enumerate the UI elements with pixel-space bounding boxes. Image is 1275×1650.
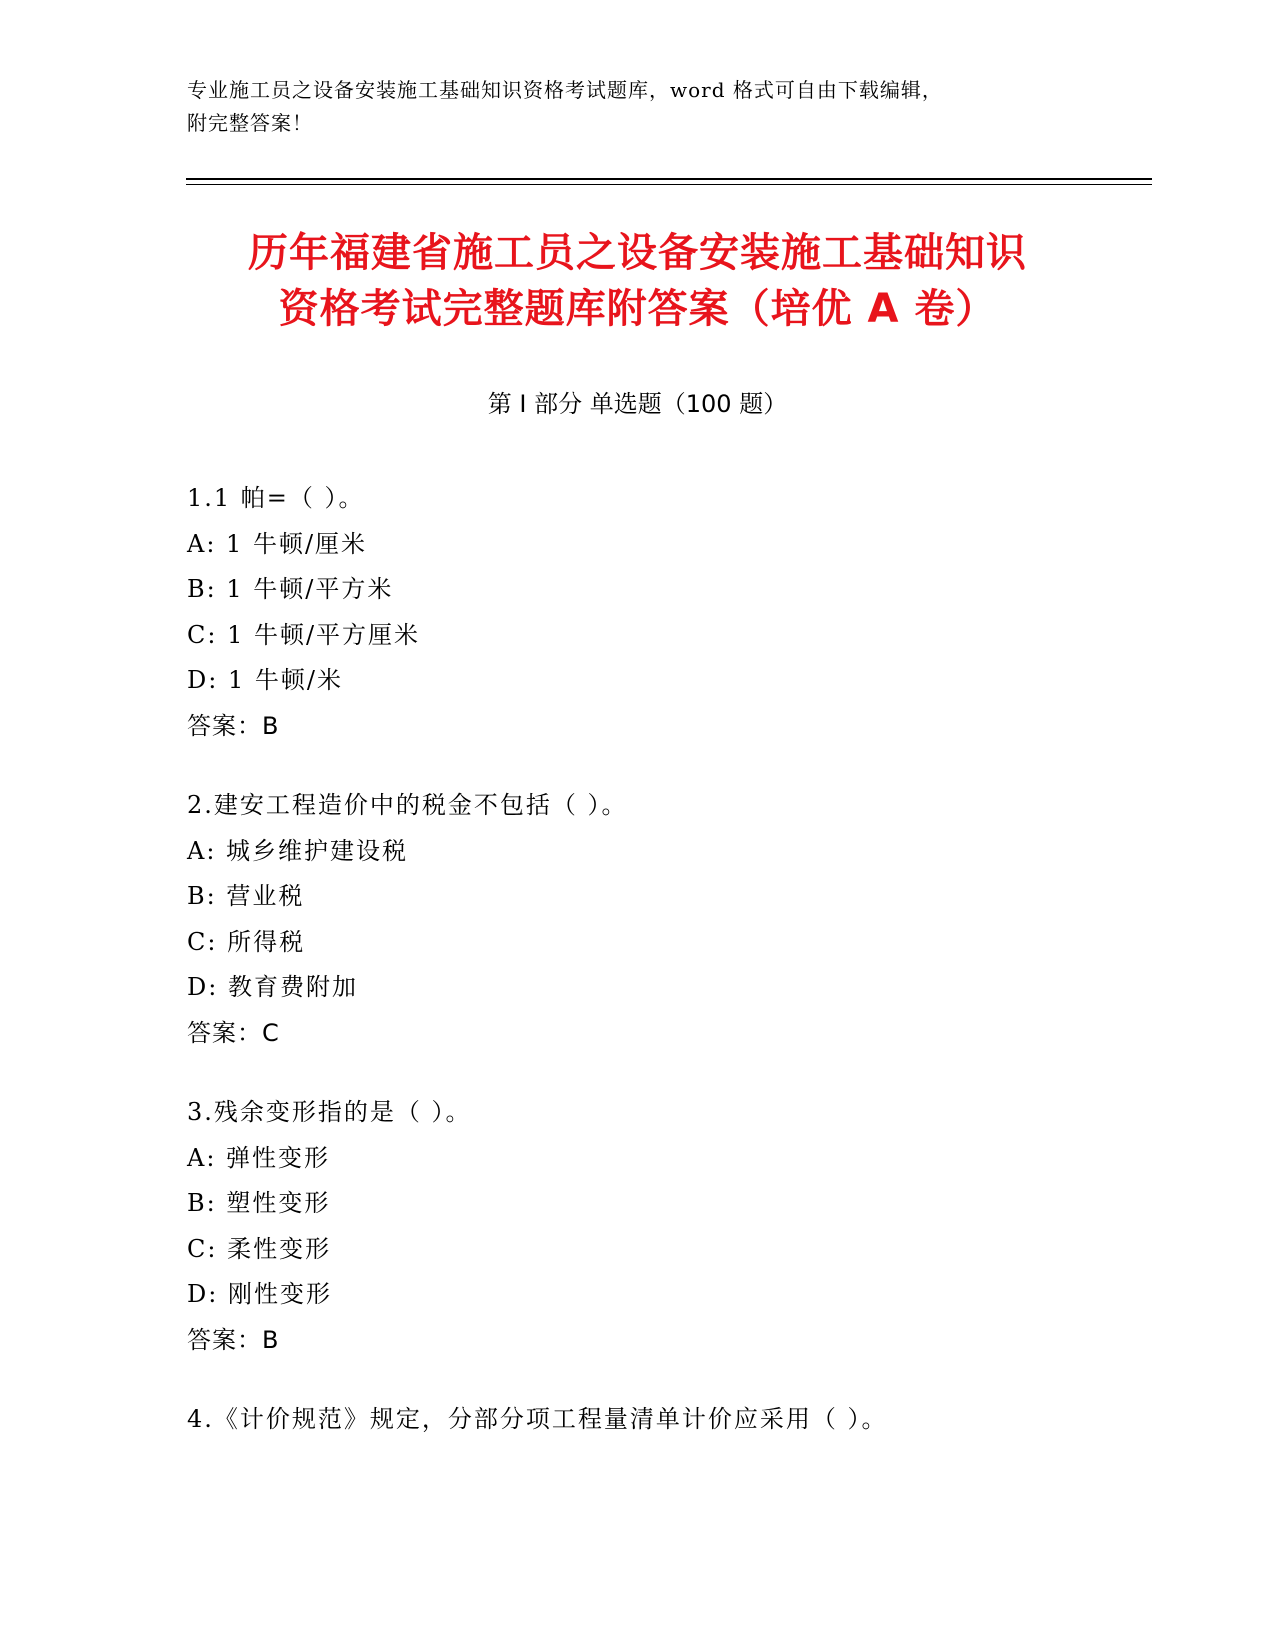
header-note-line-2: 附完整答案！: [187, 111, 313, 135]
document-title-line-1: 历年福建省施工员之设备安装施工基础知识: [248, 230, 1027, 276]
option-d: D: 1 牛顿/米: [187, 666, 343, 694]
option-a: A: 1 牛顿/厘米: [187, 529, 368, 558]
answer-key: 答案：B: [187, 711, 280, 740]
header-divider-thick: [186, 178, 1152, 180]
question-stem: 4.《计价规范》规定，分部分项工程量清单计价应采用（ ）。: [187, 1405, 888, 1433]
header-note-line-1: 专业施工员之设备安装施工基础知识资格考试题库，word 格式可自由下载编辑，: [187, 78, 943, 102]
option-b: B: 1 牛顿/平方米: [187, 575, 394, 603]
option-d: D: 刚性变形: [187, 1280, 332, 1308]
document-title-line-2: 资格考试完整题库附答案（培优 A 卷）: [278, 286, 997, 332]
question-list: [187, 476, 1117, 1477]
document-title: [160, 225, 1115, 337]
header-divider-thin: [186, 184, 1152, 185]
option-d: D: 教育费附加: [187, 973, 358, 1001]
question-item: [187, 783, 1117, 1056]
question-stem: 2.建安工程造价中的税金不包括（ ）。: [187, 791, 628, 819]
option-a: A: 城乡维护建设税: [187, 836, 409, 865]
question-stem: 1.1 帕=（ ）。: [187, 484, 365, 512]
question-item: [187, 1397, 1117, 1443]
option-c: C: 1 牛顿/平方厘米: [187, 620, 421, 649]
option-b: B: 塑性变形: [187, 1189, 331, 1217]
answer-key: 答案：C: [187, 1018, 280, 1047]
question-stem: 3.残余变形指的是（ ）。: [187, 1098, 472, 1126]
question-item: [187, 1090, 1117, 1363]
question-item: [187, 476, 1117, 749]
option-a: A: 弹性变形: [187, 1143, 331, 1172]
section-title: 第 I 部分 单选题（100 题）: [487, 390, 788, 418]
option-b: B: 营业税: [187, 882, 305, 910]
header-note: [187, 74, 1067, 140]
option-c: C: 柔性变形: [187, 1234, 332, 1263]
answer-key: 答案：B: [187, 1325, 280, 1354]
option-c: C: 所得税: [187, 927, 306, 956]
